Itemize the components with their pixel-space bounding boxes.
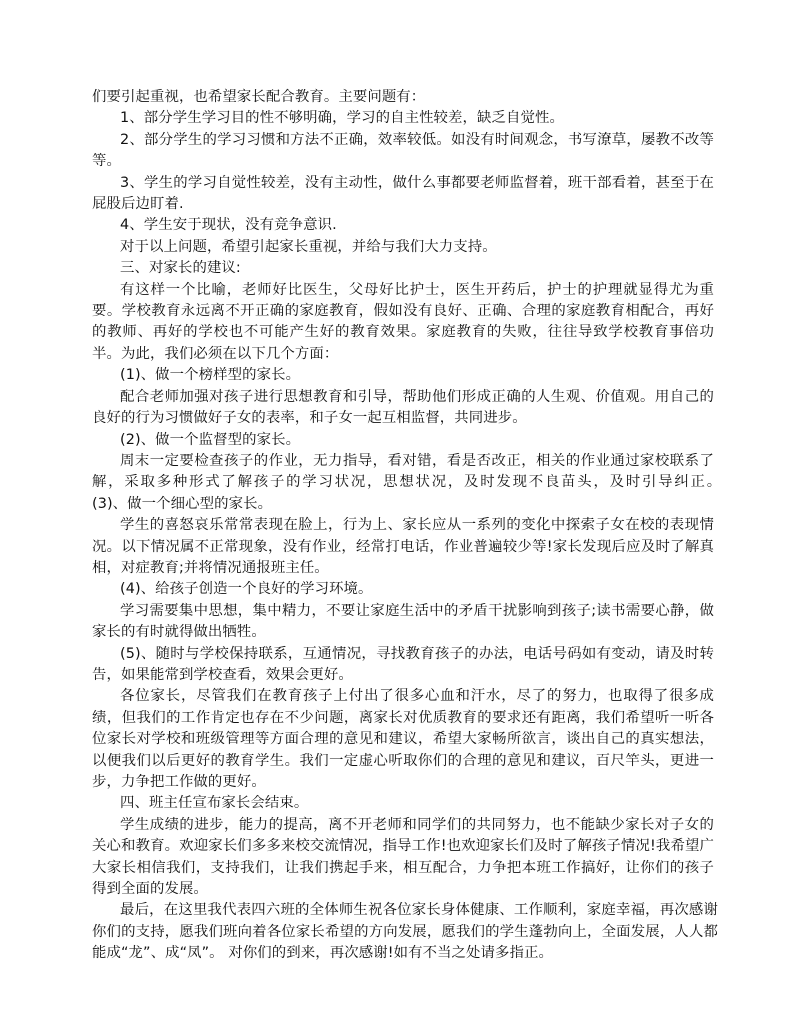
paragraph: 有这样一个比喻，老师好比医生，父母好比护士，医生开药后，护士的护理就显得尤为重要。学校教育永远离不开正确的家庭教育，假如没有良好、正确、合理的家庭教育相配合，再好的教师、再好的学校也不可能产生好的教育效果。家庭教育的失败，往往导致学校教育事倍功半。为此，我们必须在以下几个方面： <box>92 281 714 362</box>
section-heading: 三、对家长的建议: <box>120 260 241 277</box>
subheading: (2)、做一个监督型的家长。 <box>120 431 301 448</box>
section-heading: 四、班主任宣布家长会结束。 <box>120 795 309 812</box>
paragraph: 周末一定要检查孩子的作业，无力指导，看对错，看是否改正，相关的作业通过家校联系了解，采取多种形式了解孩子的学习状况，思想状况，及时发现不良苗头，及时引导纠正。 (3)、做一个细心型的家长。 <box>92 452 743 512</box>
subheading: (4)、给孩子创造一个良好的学习环境。 <box>120 581 373 598</box>
paragraph: 学习需要集中思想，集中精力，不要让家庭生活中的矛盾干扰影响到孩子;读书需要心静，做家长的有时就得做出牺牲。 <box>92 602 714 641</box>
document-body <box>92 87 743 965</box>
paragraph: 们要引起重视，也希望家长配合教育。主要问题有： <box>92 89 426 105</box>
paragraph: 3、学生的学习自觉性较差，没有主动性，做什么事都要老师监督着，班干部看着，甚至于在屁股后边盯着. <box>92 174 714 213</box>
paragraph: (5)、随时与学校保持联系，互通情况，寻找教育孩子的办法，电话号码如有变动，请及时转告，如果能常到学校查看，效果会更好。 <box>92 645 714 683</box>
paragraph: 配合老师加强对孩子进行思想教育和引导，帮助他们形成正确的人生观、价值观。用自己的良好的行为习惯做好子女的表率，和子女一起互相监督，共同进步。 <box>92 388 714 427</box>
subheading: (1)、做一个榜样型的家长。 <box>120 367 301 384</box>
paragraph: 学生的喜怒哀乐常常表现在脸上，行为上、家长应从一系列的变化中探索子女在校的表现情况。以下情况属不正常现象，没有作业，经常打电话，作业普遍较少等!家长发现后应及时了解真相，对症教育;并将情况通报班主任。 <box>92 517 714 576</box>
paragraph: 对于以上问题，希望引起家长重视，并给与我们大力支持。 <box>120 238 497 255</box>
paragraph: 各位家长，尽管我们在教育孩子上付出了很多心血和汗水，尽了的努力，也取得了很多成绩，但我们的工作肯定也存在不少问题，离家长对优质教育的要求还有距离，我们希望听一听各位家长对学校和班级管理等方面合理的意见和建议，希望大家畅所欲言，谈出自己的真实想法，以便我们以后更好的教育学生。我们一定虚心听取你们的合理的意见和建议，百尺竿头，更进一步，力争把工作做的更好。 <box>92 688 714 790</box>
paragraph: 1、部分学生学习目的性不够明确，学习的自主性较差，缺乏自觉性。 <box>120 110 564 127</box>
paragraph: 2、部分学生的学习习惯和方法不正确，效率较低。如没有时间观念，书写潦草，屡教不改等等。 <box>92 131 714 170</box>
paragraph: 学生成绩的进步，能力的提高，离不开老师和同学们的共同努力，也不能缺少家长对子女的关心和教育。欢迎家长们多多来校交流情况，指导工作!也欢迎家长们及时了解孩子情况!我希望广大家长相信我们，支持我们，让我们携起手来，相互配合，力争把本班工作搞好，让你们的孩子得到全面的发展。 <box>92 816 714 898</box>
paragraph: 最后，在这里我代表四六班的全体师生祝各位家长身体健康、工作顺利，家庭幸福，再次感谢你们的支持，愿我们班向着各位家长希望的方向发展，愿我们的学生蓬勃向上，全面发展，人人都能成“龙”、成“凤”。 对你们的到来，再次感谢!如有不当之处请多指正。 <box>92 902 718 962</box>
paragraph: 4、学生安于现状，没有竞争意识. <box>120 217 337 234</box>
